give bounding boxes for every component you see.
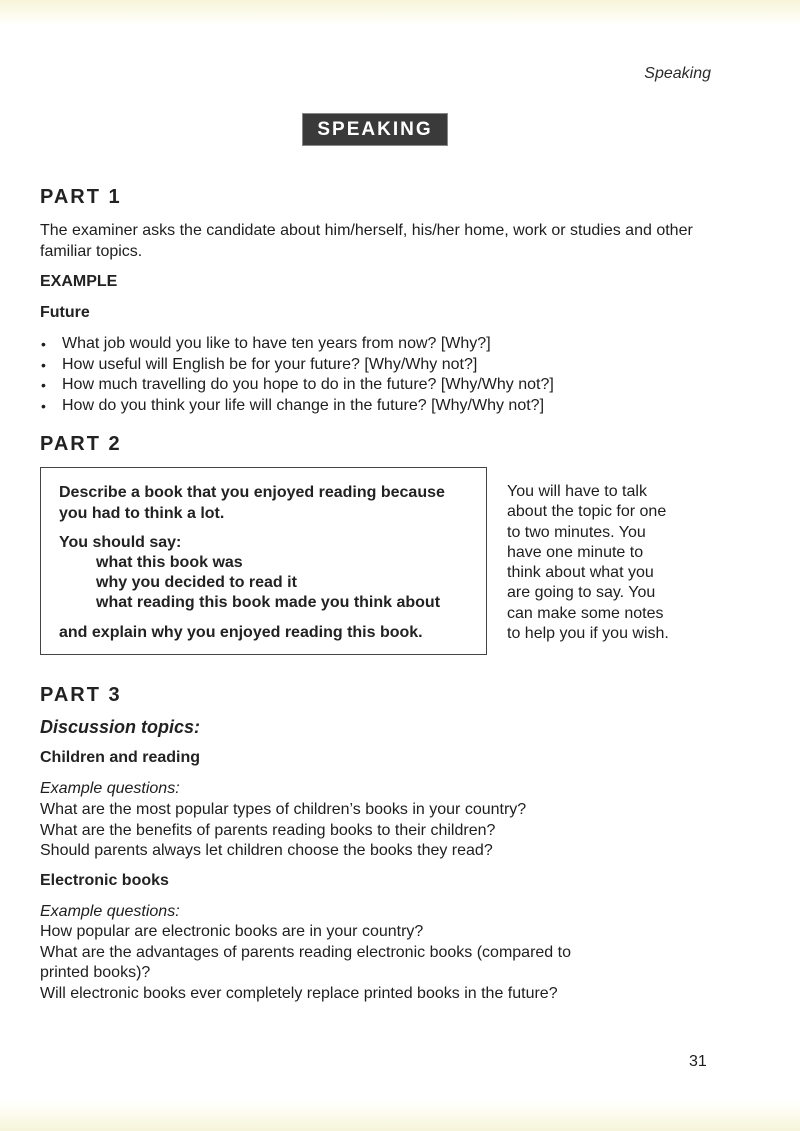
cue-card-prompt-line: Describe a book that you enjoyed reading because xyxy=(59,484,445,501)
cue-card-prompt-line: you had to think a lot. xyxy=(59,505,225,522)
topic-title-children-reading: Children and reading xyxy=(40,749,201,766)
instructions-line: are going to say. You xyxy=(507,584,656,602)
topic-questions-electronic-books xyxy=(40,922,640,1004)
question-line: What are the benefits of parents reading books to their children? xyxy=(40,821,496,839)
bullet-icon: • xyxy=(41,336,46,352)
example-questions-label: Example questions: xyxy=(40,780,180,797)
question-line: What are the advantages of parents reading electronic books (compared to xyxy=(40,943,571,961)
topic-questions-children-reading xyxy=(40,800,640,862)
instructions-line: have one minute to xyxy=(507,543,644,561)
question-line: Should parents always let children choose the books they read? xyxy=(40,842,493,859)
part1-topic: Future xyxy=(40,304,90,321)
part1-question: How much travelling do you hope to do in the future? [Why/Why not?] xyxy=(62,376,554,393)
part1-question-list xyxy=(40,334,554,416)
cue-card-point: what this book was xyxy=(96,554,243,571)
part1-example-label: EXAMPLE xyxy=(40,273,118,290)
bottom-page-tint xyxy=(0,1101,800,1131)
instructions-line: You will have to talk xyxy=(507,483,647,500)
part1-heading: PART 1 xyxy=(40,186,122,208)
section-banner: SPEAKING xyxy=(303,114,447,145)
question-line: Will electronic books ever completely replace printed books in the future? xyxy=(40,984,558,1002)
cue-card-should-say: You should say: xyxy=(59,534,182,551)
discussion-topics-label: Discussion topics: xyxy=(40,717,201,737)
running-head: Speaking xyxy=(644,65,711,82)
part1-question: How useful will English be for your future? [Why/Why not?] xyxy=(62,355,478,373)
instructions-line: think about what you xyxy=(507,564,654,582)
bullet-icon: • xyxy=(41,377,46,393)
cue-card-point: what reading this book made you think about xyxy=(96,594,441,611)
question-line: printed books)? xyxy=(40,964,151,981)
example-questions-label: Example questions: xyxy=(40,903,180,920)
part1-question: What job would you like to have ten years from now? [Why?] xyxy=(62,335,491,352)
part3-heading: PART 3 xyxy=(40,684,122,706)
cue-card-point: why you decided to read it xyxy=(96,574,297,591)
topic-title-electronic-books: Electronic books xyxy=(40,872,169,889)
instructions-line: about the topic for one xyxy=(507,503,667,521)
list-item xyxy=(40,355,554,376)
instructions-line: to help you if you wish. xyxy=(507,625,669,643)
instructions-line: can make some notes xyxy=(507,604,664,622)
bullet-icon: • xyxy=(41,397,46,414)
top-page-tint xyxy=(0,0,800,26)
cue-card-closing: and explain why you enjoyed reading this book. xyxy=(59,624,423,641)
instructions-line: to two minutes. You xyxy=(507,523,646,541)
question-line: What are the most popular types of children’s books in your country? xyxy=(40,801,527,818)
page-number: 31 xyxy=(689,1053,707,1070)
list-item xyxy=(40,375,554,396)
part1-intro: The examiner asks the candidate about him/herself, his/her home, work or studies and other familiar topics. xyxy=(40,222,693,260)
cue-card xyxy=(40,467,487,655)
question-line: How popular are electronic books are in your country? xyxy=(40,923,424,940)
part2-heading: PART 2 xyxy=(40,433,122,455)
list-item xyxy=(40,334,554,355)
part1-question: How do you think your life will change in the future? [Why/Why not?] xyxy=(62,396,545,414)
part2-instructions xyxy=(507,482,697,644)
list-item xyxy=(40,396,554,417)
bullet-icon: • xyxy=(41,356,46,373)
